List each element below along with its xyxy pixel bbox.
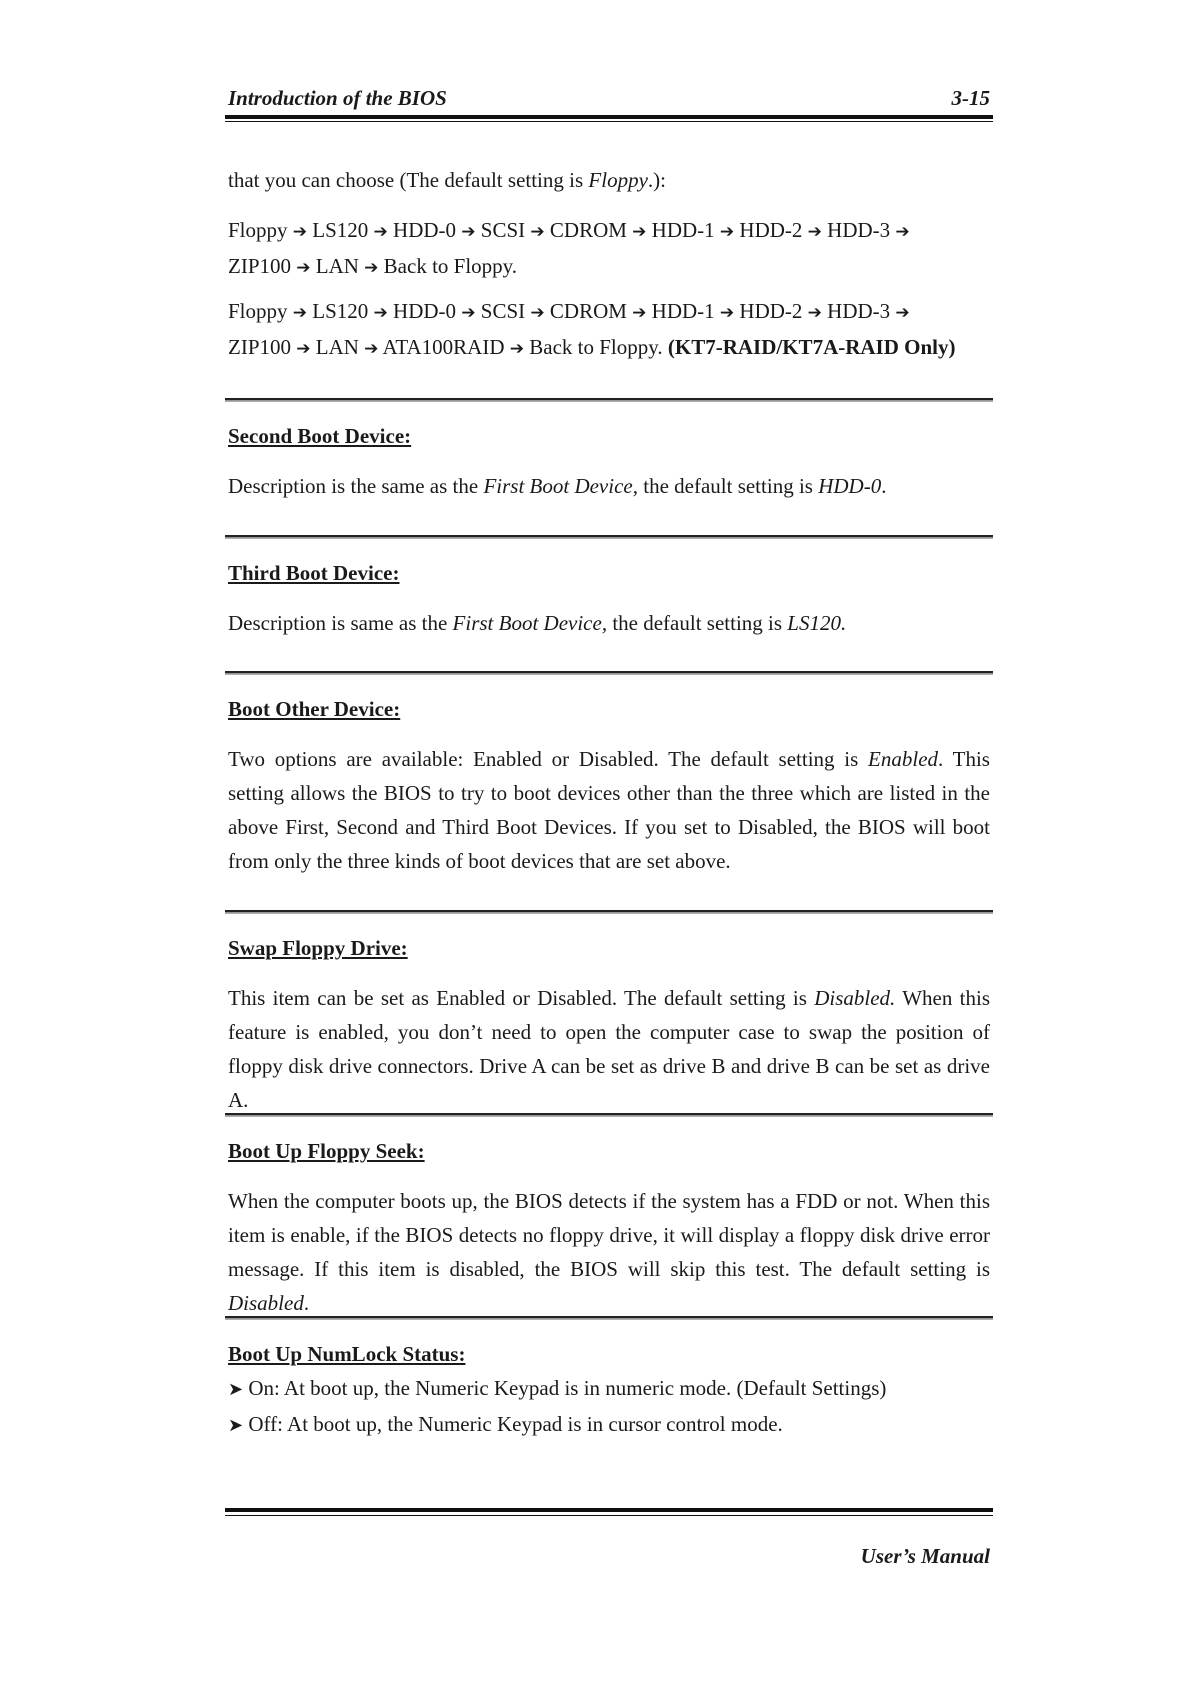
section-divider: [225, 398, 993, 402]
footer-rule-thin: [225, 1515, 993, 1516]
boot-sequence-raid: Floppy ➔ LS120 ➔ HDD-0 ➔ SCSI ➔ CDROM ➔ HDD-1 ➔ HDD-2 ➔ HDD-3 ➔ ZIP100 ➔ LAN ➔ ATA100RAID ➔ Back to Floppy. (KT7-RAID/KT7A-RAID Only): [228, 299, 956, 359]
arrow-right-icon: ➔: [530, 222, 545, 242]
page-header: [228, 86, 990, 110]
arrow-right-icon: ➔: [719, 222, 735, 242]
arrow-right-icon: ➔: [895, 222, 910, 242]
default-value: Floppy: [588, 168, 648, 192]
list-item: ➤ Off: At boot up, the Numeric Keypad is in cursor control mode.: [228, 1412, 783, 1436]
header-rule-thin: [225, 121, 993, 122]
intro-paragraph: that you can choose (The default setting is Floppy.):: [228, 168, 666, 192]
second-boot-description: Description is the same as the First Boot Device, the default setting is HDD-0.: [228, 474, 887, 498]
bullet-arrow-icon: ➤: [228, 1415, 244, 1436]
page-number: 3-15: [951, 86, 990, 110]
section-divider: [225, 1316, 993, 1320]
arrow-right-icon: ➔: [895, 303, 910, 323]
default-value: LS120.: [787, 611, 847, 635]
page-footer: User’s Manual: [860, 1544, 990, 1568]
footer-rule-thick: [225, 1508, 993, 1512]
swap-floppy-description: This item can be set as Enabled or Disabled. The default setting is Disabled. When this feature is enabled, you don’t need to open the computer case to swap the position of floppy disk drive connectors. Drive A can be set as drive B and drive B can be set as drive A.: [228, 986, 990, 1112]
heading-boot-other-device: Boot Other Device:: [228, 697, 401, 721]
section-divider: [225, 671, 993, 675]
boot-sequence-standard: Floppy ➔ LS120 ➔ HDD-0 ➔ SCSI ➔ CDROM ➔ HDD-1 ➔ HDD-2 ➔ HDD-3 ➔ ZIP100 ➔ LAN ➔ Back to Floppy.: [228, 218, 910, 278]
arrow-right-icon: ➔: [292, 222, 308, 242]
header-rule-thick: [225, 115, 993, 119]
arrow-right-icon: ➔: [292, 303, 308, 323]
default-value: HDD-0: [818, 474, 882, 498]
arrow-right-icon: ➔: [461, 222, 476, 242]
section-divider: [225, 1113, 993, 1117]
arrow-right-icon: ➔: [461, 303, 476, 323]
arrow-right-icon: ➔: [530, 303, 545, 323]
boot-other-description: Two options are available: Enabled or Disabled. The default setting is Enabled. This setting allows the BIOS to try to boot devices other than the three which are listed in the above First, Second and Third Boot Devices. If you set to Disabled, the BIOS will boot from only the three kinds of boot devices that are set above.: [228, 747, 990, 873]
arrow-right-icon: ➔: [719, 303, 735, 323]
arrow-right-icon: ➔: [296, 258, 311, 278]
heading-boot-up-numlock-status: Boot Up NumLock Status:: [228, 1342, 466, 1366]
arrow-right-icon: ➔: [807, 222, 822, 242]
section-title: Introduction of the BIOS: [228, 86, 447, 110]
third-boot-description: Description is same as the First Boot Device, the default setting is LS120.: [228, 611, 847, 635]
arrow-right-icon: ➔: [364, 339, 379, 359]
numlock-option-list: [228, 1371, 990, 1443]
arrow-right-icon: ➔: [509, 339, 524, 359]
arrow-right-icon: ➔: [373, 222, 388, 242]
arrow-right-icon: ➔: [364, 258, 379, 278]
list-item: ➤ On: At boot up, the Numeric Keypad is in numeric mode. (Default Settings): [228, 1376, 887, 1400]
bullet-arrow-icon: ➤: [228, 1379, 244, 1400]
arrow-right-icon: ➔: [632, 303, 647, 323]
default-value: Enabled: [868, 747, 939, 771]
model-note: (KT7-RAID/KT7A-RAID Only): [667, 335, 956, 359]
arrow-right-icon: ➔: [296, 339, 311, 359]
floppy-seek-description: When the computer boots up, the BIOS detects if the system has a FDD or not. When this item is enable, if the BIOS detects no floppy drive, it will display a floppy disk drive error message. If this item is disabled, the BIOS will skip this test. The default setting is Disabled.: [228, 1189, 990, 1315]
heading-swap-floppy-drive: Swap Floppy Drive:: [228, 936, 408, 960]
default-value: Disabled: [228, 1291, 304, 1315]
default-value: Disabled.: [814, 986, 896, 1010]
section-divider: [225, 910, 993, 914]
arrow-right-icon: ➔: [373, 303, 388, 323]
section-divider: [225, 535, 993, 539]
arrow-right-icon: ➔: [807, 303, 822, 323]
heading-boot-up-floppy-seek: Boot Up Floppy Seek:: [228, 1139, 425, 1163]
heading-third-boot-device: Third Boot Device:: [228, 561, 400, 585]
heading-second-boot-device: Second Boot Device:: [228, 424, 412, 448]
arrow-right-icon: ➔: [632, 222, 647, 242]
